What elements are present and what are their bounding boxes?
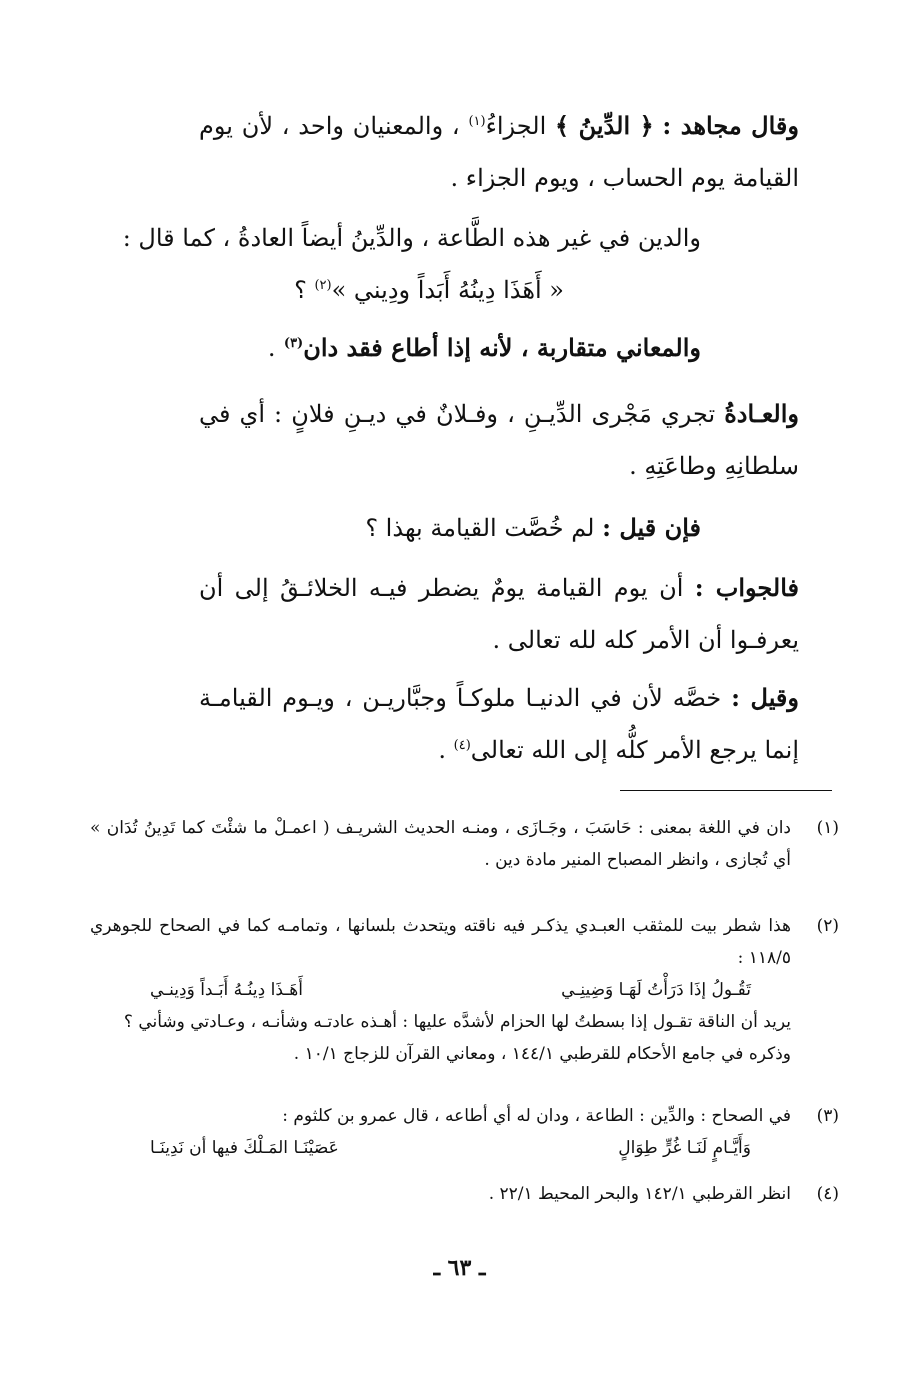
- footnote-3: [90, 1100, 839, 1164]
- footnote-3-text: في الصحاح : والدِّين : الطاعة ، ودان له أي أطاعه ، قال عمرو بن كلثوم :: [282, 1106, 791, 1126]
- question-mark: ؟: [294, 276, 307, 304]
- footnote-3-number: (٣): [816, 1106, 839, 1126]
- paragraph-6-text: أن يوم القيامة يومٌ يضطر فيـه الخلائـقُ إلى أن يعرفـوا أن الأمر كله لله تعالى .: [199, 574, 799, 654]
- paragraph-7-end: .: [438, 736, 447, 764]
- paragraph-1-rest: ، والمعنيان واحد ، لأن يوم القيامة يوم الحساب ، ويوم الجزاء .: [199, 112, 799, 192]
- quran-term: ﴿ الدِّينُ ﴾: [555, 111, 654, 140]
- quoted-verse: [294, 264, 564, 316]
- footnote-4-number: (٤): [816, 1184, 839, 1204]
- footnote-2-verse-second-half: أَهَـذَا دِينُـهُ أَبَـداً وَدِينـي: [150, 980, 303, 1000]
- footnote-4-text: انظر القرطبي ١٤٢/١ والبحر المحيط ٢٢/١ .: [488, 1184, 791, 1204]
- paragraph-answer: [199, 562, 799, 666]
- footnote-4: [90, 1178, 839, 1210]
- footnote-2-explanation: يريد أن الناقة تقـول إذا بسطتُ لها الحزام لأشدَّه عليها : أهـذه عادتـه وشأنـه ، وعـادتي وشأني ؟: [123, 1012, 791, 1032]
- footnote-3-verse-first-half: وَأَيَّـامٍ لَنَـا غُرٍّ طِوَالٍ: [618, 1138, 751, 1158]
- footnote-3-verse-second-half: عَصَيْنَـا المَـلْكَ فيها أن نَدِينَـا: [150, 1138, 339, 1158]
- footnote-ref-1[interactable]: (١): [468, 114, 486, 129]
- paragraph-meanings: [268, 322, 701, 374]
- paragraph-3-text: والمعاني متقاربة ، لأنه إذا أطاع فقد دان: [303, 333, 701, 362]
- jaza-word: الجزاءُ: [485, 112, 547, 140]
- lead-answer: فالجواب :: [694, 573, 799, 602]
- lead-mujahid: وقال مجاهد :: [662, 111, 799, 140]
- paragraph-7-text: خصَّه لأن في الدنيـا ملوكـاً وجبَّاريـن ، ويـوم القيامـة إنما يرجع الأمر كلُّه إلى الله تعالى: [199, 684, 799, 764]
- footnote-ref-2[interactable]: (٢): [314, 278, 332, 293]
- footnote-1-number: (١): [816, 818, 839, 838]
- footnote-2-text: هذا شطر بيت للمثقب العبـدي يذكـر فيه ناقته ويتحدث بلسانها ، وتمامـه كما في الصحاح للجوهري ١١٨/٥ :: [90, 916, 791, 968]
- footnote-1: [90, 812, 839, 876]
- footnote-2-number: (٢): [816, 916, 839, 936]
- paragraph-mujahid: [199, 100, 799, 204]
- paragraph-3-end: .: [267, 334, 276, 362]
- paragraph-question: [365, 502, 701, 554]
- footnote-separator: [620, 790, 832, 791]
- footnote-3-verse: [90, 1132, 791, 1164]
- paragraph-said: [199, 672, 799, 776]
- footnote-ref-3[interactable]: (٣): [283, 336, 304, 351]
- paragraph-din-obedience: [100, 212, 701, 264]
- quoted-verse-text: « أَهَذَا دِينُهُ أَبَداً ودِيني »: [331, 276, 564, 304]
- page-number-text: ـ ٦٣ ـ: [433, 1255, 486, 1281]
- footnote-1-text: دان في اللغة بمعنى : حَاسَبَ ، وجَـازَى ، ومنـه الحديث الشريـف ( اعمـلْ ما شئْتَ كما تَدِينُ تُدَان » أي تُجازى ، وانظر المصباح المنير مادة دين .: [90, 818, 791, 870]
- paragraph-custom: [199, 388, 799, 492]
- lead-custom: والعـادةُ: [724, 399, 799, 428]
- footnote-2-reference: وذكره في جامع الأحكام للقرطبي ١٤٤/١ ، ومعاني القرآن للزجاج ١٠/١ .: [293, 1044, 791, 1064]
- footnote-2-verse: [90, 974, 791, 1006]
- lead-said: وقيل :: [731, 683, 799, 712]
- footnote-ref-4[interactable]: (٤): [453, 738, 471, 753]
- paragraph-2-text: والدين في غير هذه الطَّاعة ، والدِّينُ أيضاً العادةُ ، كما قال :: [122, 224, 701, 252]
- paragraph-5-text: لم خُصَّت القيامة بهذا ؟: [365, 514, 595, 542]
- footnote-2: [90, 910, 839, 1070]
- footnote-2-verse-first-half: تَقُـولُ إذَا دَرَأْتُ لَهَـا وَضِينِـي: [561, 980, 751, 1000]
- page-number: [0, 1255, 919, 1281]
- lead-question: فإن قيل :: [602, 513, 701, 542]
- paragraph-4-text: تجري مَجْرى الدِّيـنِ ، وفـلانٌ في ديـنِ فلانٍ : أي في سلطانِهِ وطاعَتِهِ .: [199, 400, 799, 480]
